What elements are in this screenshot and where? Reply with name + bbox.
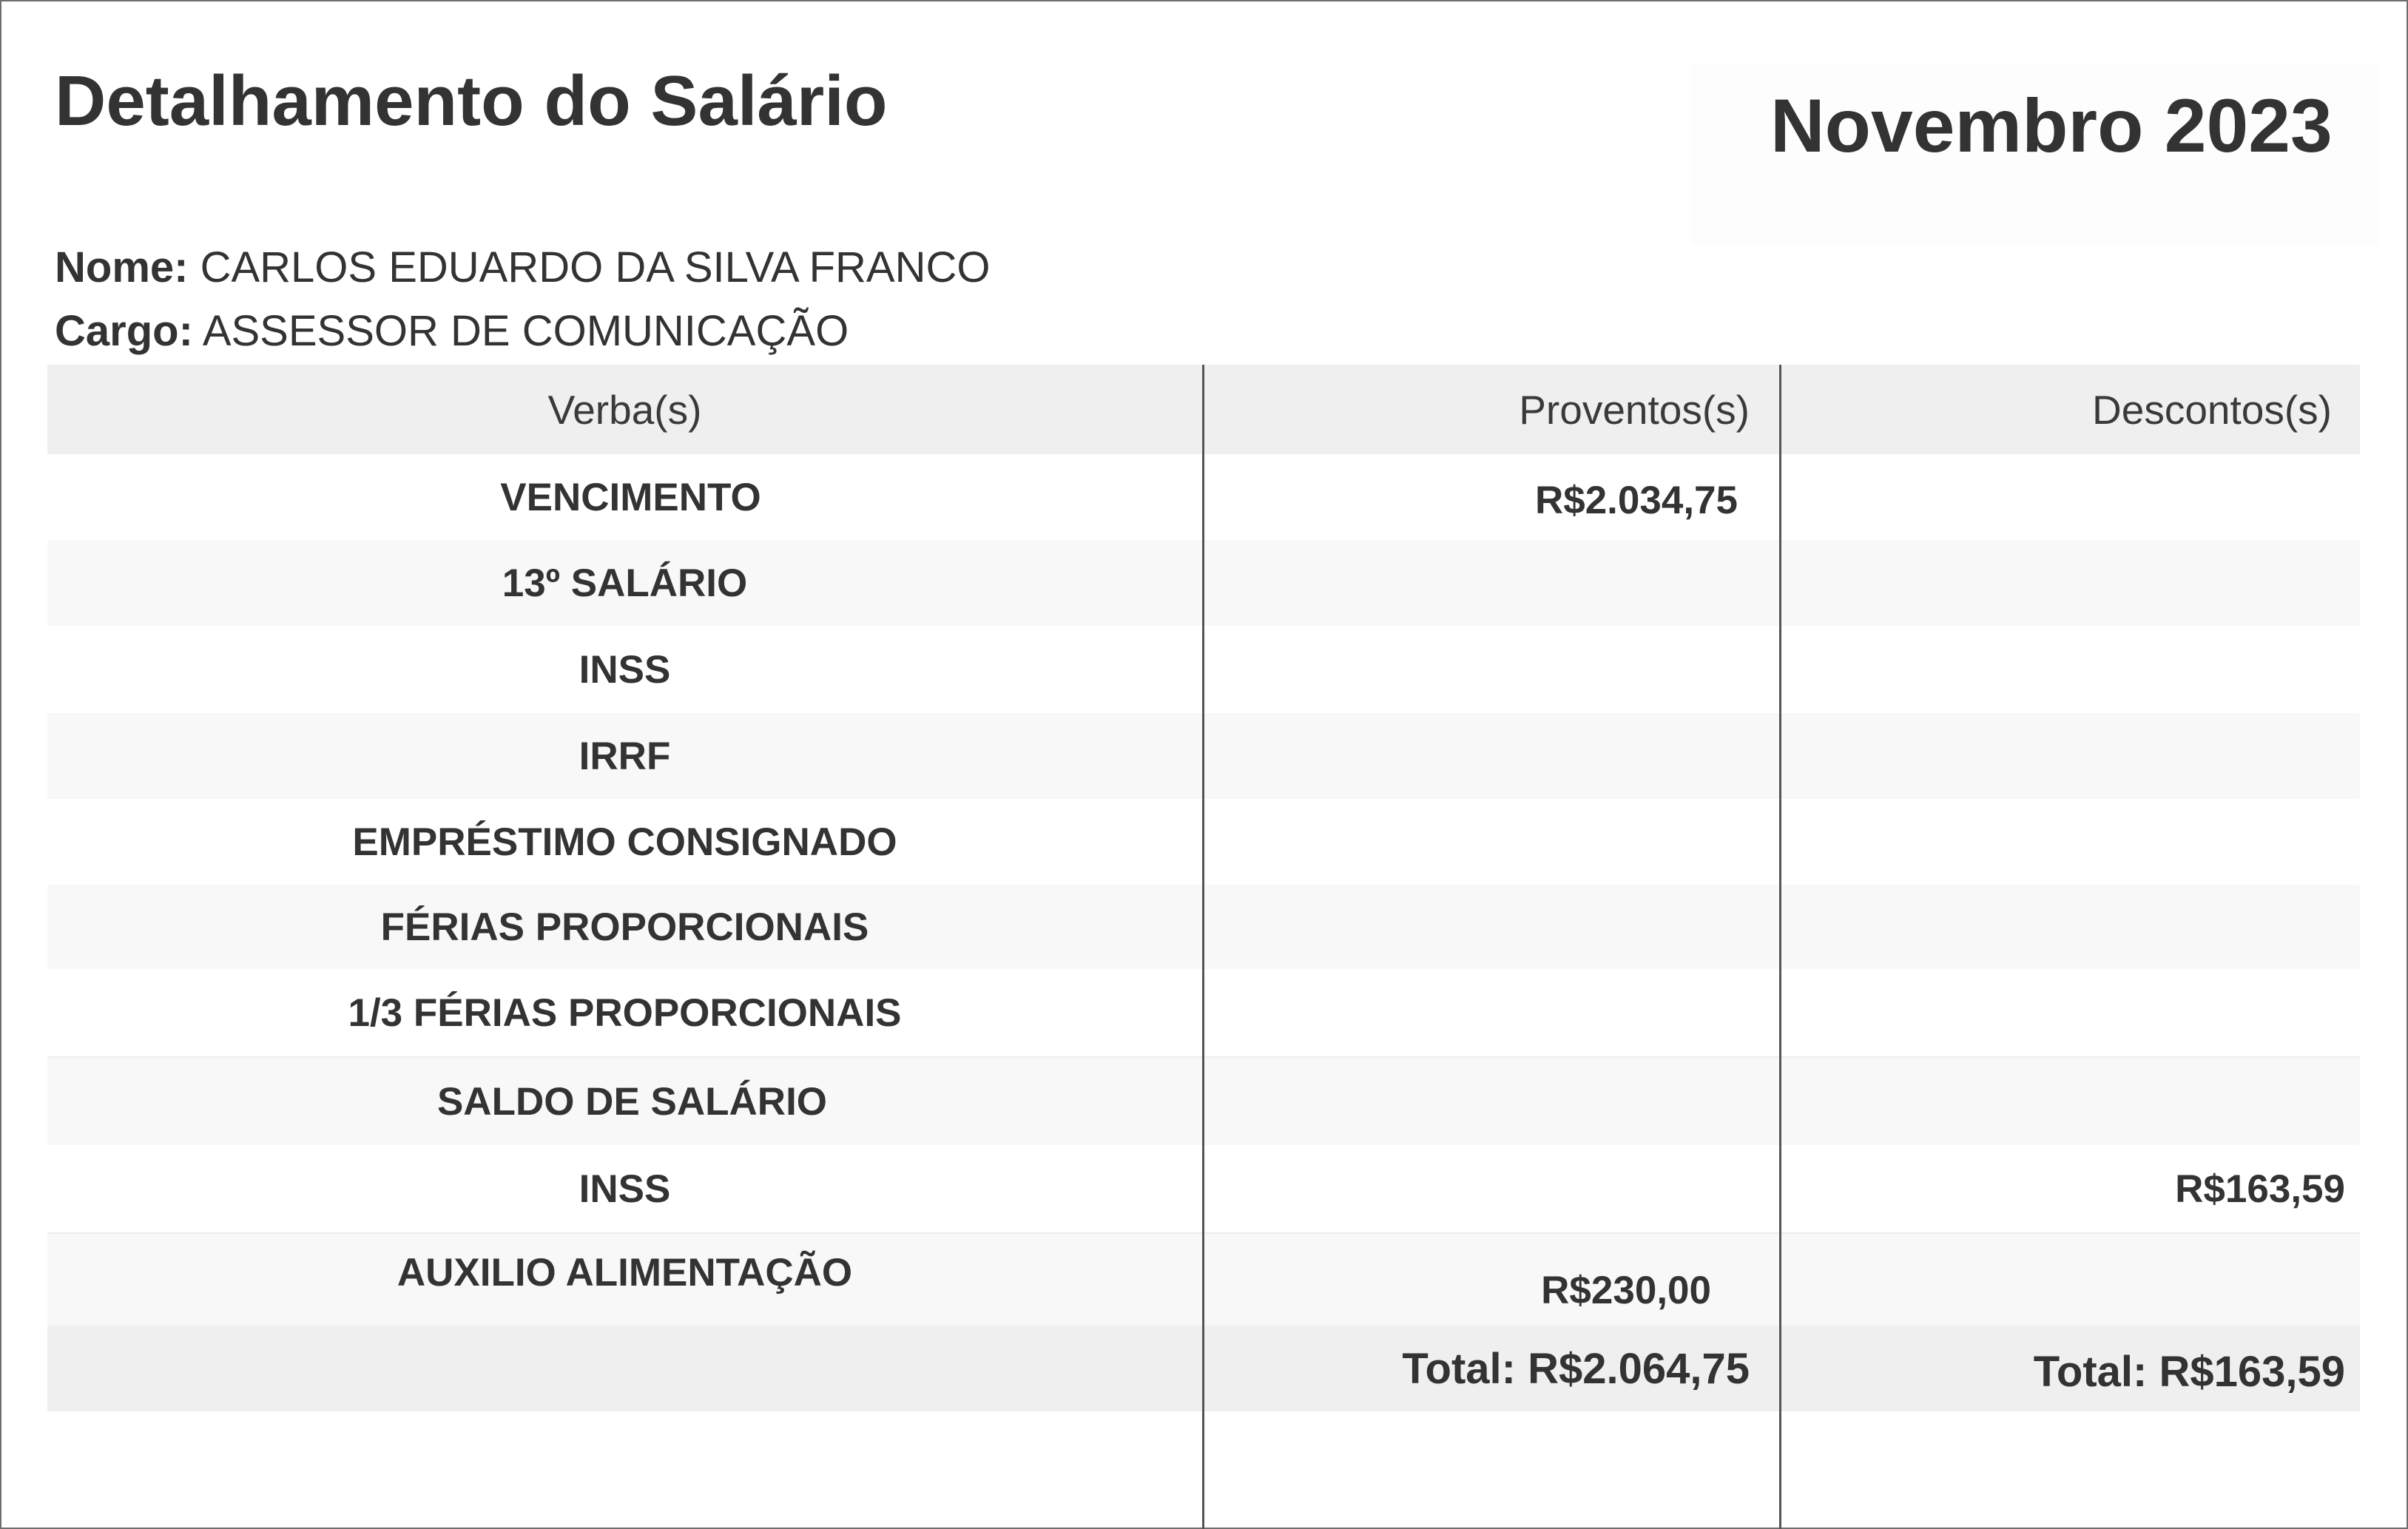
employee-name-label: Nome: bbox=[55, 243, 189, 291]
total-proventos: Total: R$2.064,75 bbox=[1402, 1344, 1750, 1393]
cell-descontos bbox=[1779, 626, 2360, 713]
cell-proventos bbox=[1202, 969, 1779, 1056]
cell-verba: 13º SALÁRIO bbox=[502, 561, 748, 605]
page-title: Detalhamento do Salário bbox=[55, 61, 888, 141]
employee-name-value: CARLOS EDUARDO DA SILVA FRANCO bbox=[200, 243, 991, 291]
cell-descontos bbox=[1779, 1058, 2360, 1145]
total-descontos: Total: R$163,59 bbox=[2033, 1347, 2345, 1396]
cell-proventos bbox=[1202, 799, 1779, 885]
column-header-descontos: Descontos(s) bbox=[2092, 386, 2332, 433]
cell-proventos: R$230,00 bbox=[1541, 1268, 1711, 1312]
cell-proventos bbox=[1202, 713, 1779, 799]
employee-role bbox=[55, 306, 849, 356]
cell-proventos bbox=[1202, 1058, 1779, 1145]
cell-verba: 1/3 FÉRIAS PROPORCIONAIS bbox=[348, 990, 902, 1035]
cell-proventos bbox=[1202, 885, 1779, 969]
cell-proventos: R$2.034,75 bbox=[1534, 478, 1738, 522]
cell-verba: INSS bbox=[579, 647, 671, 692]
employee-role-label: Cargo: bbox=[55, 307, 193, 355]
cell-proventos bbox=[1202, 626, 1779, 713]
column-divider bbox=[1779, 365, 1781, 1529]
cell-verba: VENCIMENTO bbox=[500, 475, 761, 519]
cell-verba: IRRF bbox=[579, 734, 671, 778]
cell-verba bbox=[47, 1326, 1202, 1411]
column-header-proventos: Proventos(s) bbox=[1519, 386, 1750, 433]
cell-verba: EMPRÉSTIMO CONSIGNADO bbox=[352, 820, 897, 864]
cell-descontos bbox=[1779, 969, 2360, 1056]
cell-verba: FÉRIAS PROPORCIONAIS bbox=[380, 905, 869, 949]
column-divider bbox=[1202, 365, 1204, 1529]
cell-descontos bbox=[1779, 1234, 2360, 1326]
cell-descontos bbox=[1779, 540, 2360, 626]
cell-descontos: R$163,59 bbox=[2175, 1167, 2345, 1211]
cell-proventos bbox=[1202, 1145, 1779, 1232]
employee-name bbox=[55, 243, 990, 292]
cell-descontos bbox=[1779, 799, 2360, 885]
cell-descontos bbox=[1779, 885, 2360, 969]
employee-role-value: ASSESSOR DE COMUNICAÇÃO bbox=[202, 307, 849, 355]
cell-verba: INSS bbox=[579, 1167, 671, 1211]
column-header-verba: Verba(s) bbox=[547, 386, 702, 433]
cell-descontos bbox=[1779, 454, 2360, 540]
cell-verba: AUXILIO ALIMENTAÇÃO bbox=[397, 1250, 853, 1295]
period-label: Novembro 2023 bbox=[1770, 84, 2333, 168]
cell-descontos bbox=[1779, 713, 2360, 799]
cell-proventos bbox=[1202, 540, 1779, 626]
cell-verba: SALDO DE SALÁRIO bbox=[436, 1079, 828, 1124]
